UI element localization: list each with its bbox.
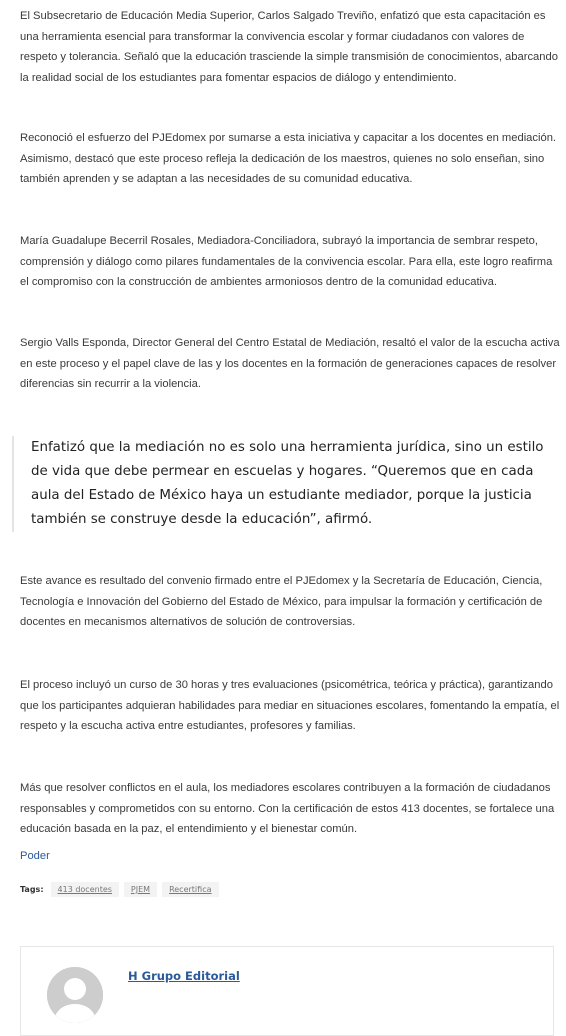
author-name-link[interactable]: H Grupo Editorial [128, 969, 240, 983]
paragraph: María Guadalupe Becerril Rosales, Mediadora-Conciliadora, subrayó la importancia de sembrar respeto, comprensión y diálogo como pilares fundamentales de la convivencia escolar. Para ella, este logro reafirma el compromiso con la construcción de ambientes armoniosos dentro de la comunidad educativa. [20, 235, 553, 288]
paragraph: El proceso incluyó un curso de 30 horas y tres evaluaciones (psicométrica, teórica y práctica), garantizando que los participantes adquieran habilidades para mediar en situaciones escolares, fomentando la empatía, el respeto y la escucha activa entre estudiantes, profesores y familias. [20, 679, 560, 732]
tags-label: Tags: [20, 885, 44, 894]
tags-list [20, 882, 224, 897]
paragraph: Reconoció el esfuerzo del PJEdomex por sumarse a esta iniciativa y capacitar a los docentes en mediación. Asimismo, destacó que este proceso refleja la dedicación de los maestros, quienes no solo enseñan, sino también aprenden y se adaptan a las necesidades de su comunidad educativa. [20, 132, 557, 185]
paragraph: Este avance es resultado del convenio firmado entre el PJEdomex y la Secretaría de Educación, Ciencia, Tecnología e Innovación del Gobierno del Estado de México, para impulsar la formación y certificación de docentes en mecanismos alternativos de solución de controversias. [20, 575, 543, 628]
category-link[interactable]: Poder [20, 850, 50, 862]
quote-text: Enfatizó que la mediación no es solo una herramienta jurídica, sino un estilo de vida que debe permear en escuelas y hogares. “Queremos que en cada aula del Estado de México haya un estudiante mediador, porque la justicia también se construye desde la educación”, afirmó. [31, 440, 544, 527]
paragraph: Sergio Valls Esponda, Director General del Centro Estatal de Mediación, resaltó el valor de la escucha activa en este proceso y el papel clave de las y los docentes en la formación de generaciones capaces de resolver diferencias sin recurrir a la violencia. [20, 337, 560, 390]
tag-link[interactable]: PJEM [124, 882, 157, 897]
tag-link[interactable]: Recertifica [162, 882, 218, 897]
pull-quote [12, 436, 551, 532]
paragraph: El Subsecretario de Educación Media Superior, Carlos Salgado Treviño, enfatizó que esta capacitación es una herramienta esencial para transformar la convivencia escolar y formar ciudadanos con valores de respeto y tolerancia. Señaló que la educación trasciende la simple transmisión de conocimientos, abarcando la realidad social de los estudiantes para fomentar espacios de diálogo y entendimiento. [20, 10, 558, 84]
tag-link[interactable]: 413 docentes [51, 882, 119, 897]
paragraph: Más que resolver conflictos en el aula, los mediadores escolares contribuyen a la formación de ciudadanos responsables y comprometidos con su entorno. Con la certificación de estos 413 docentes, se fortalece una educación basada en la paz, el entendimiento y el bienestar común. [20, 782, 555, 835]
author-box [20, 946, 554, 1036]
default-user-icon [47, 967, 103, 1023]
avatar[interactable] [47, 967, 103, 1023]
